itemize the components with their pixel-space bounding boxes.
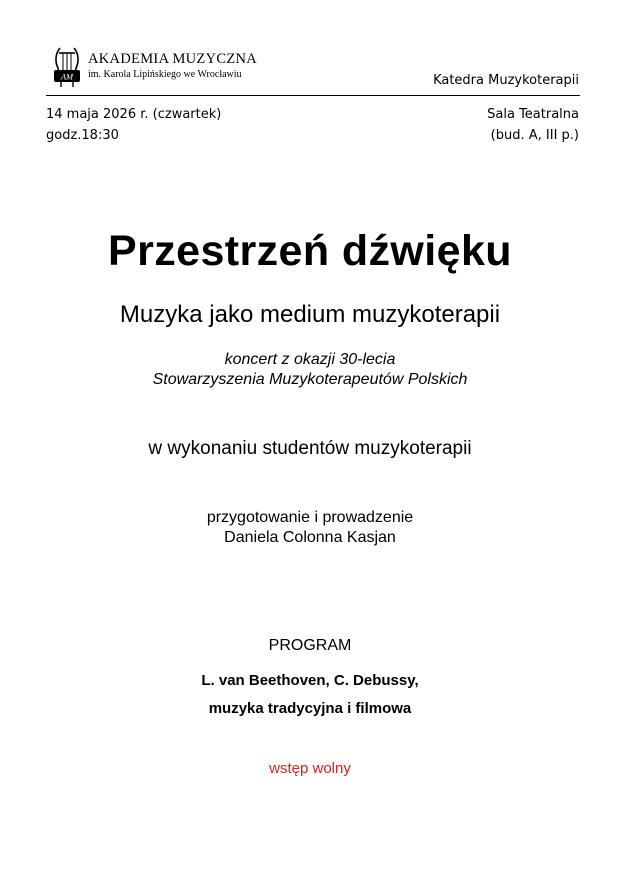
program-line-2: muzyka tradycyjna i filmowa	[208, 700, 412, 717]
occasion-line-2: Stowarzyszenia Muzykoterapeutów Polskich	[152, 371, 468, 388]
preparation-block	[0, 508, 620, 548]
header-divider	[46, 95, 580, 96]
program-heading: PROGRAM	[268, 637, 352, 654]
admission-note: wstęp wolny	[269, 760, 351, 777]
event-date: 14 maja 2026 r. (czwartek)	[46, 107, 222, 122]
event-occasion	[0, 350, 620, 390]
occasion-line-1: koncert z okazji 30-lecia	[224, 351, 396, 368]
date-time-block	[46, 104, 221, 146]
svg-text:AM: AM	[60, 71, 74, 82]
preparation-label: przygotowanie i prowadzenie	[206, 509, 414, 526]
department-name: Katedra Muzykoterapii	[433, 73, 579, 88]
event-performers: w wykonaniu studentów muzykoterapii	[148, 438, 472, 459]
event-venue: Sala Teatralna	[487, 107, 579, 122]
preparation-person: Daniela Colonna Kasjan	[224, 529, 396, 546]
venue-block	[487, 104, 579, 146]
institution-name: AKADEMIA MUZYCZNA	[88, 51, 258, 67]
program-line-1: L. van Beethoven, C. Debussy,	[201, 672, 419, 689]
event-title: Przestrzeń dźwięku	[108, 227, 512, 275]
institution-subtitle: im. Karola Lipińskiego we Wrocławiu	[88, 69, 242, 80]
event-time: godz.18:30	[46, 128, 119, 143]
program-list	[0, 667, 620, 723]
event-subtitle: Muzyka jako medium muzykoterapii	[119, 301, 501, 328]
event-venue-location: (bud. A, III p.)	[490, 128, 579, 143]
lyre-logo-icon	[52, 46, 82, 88]
